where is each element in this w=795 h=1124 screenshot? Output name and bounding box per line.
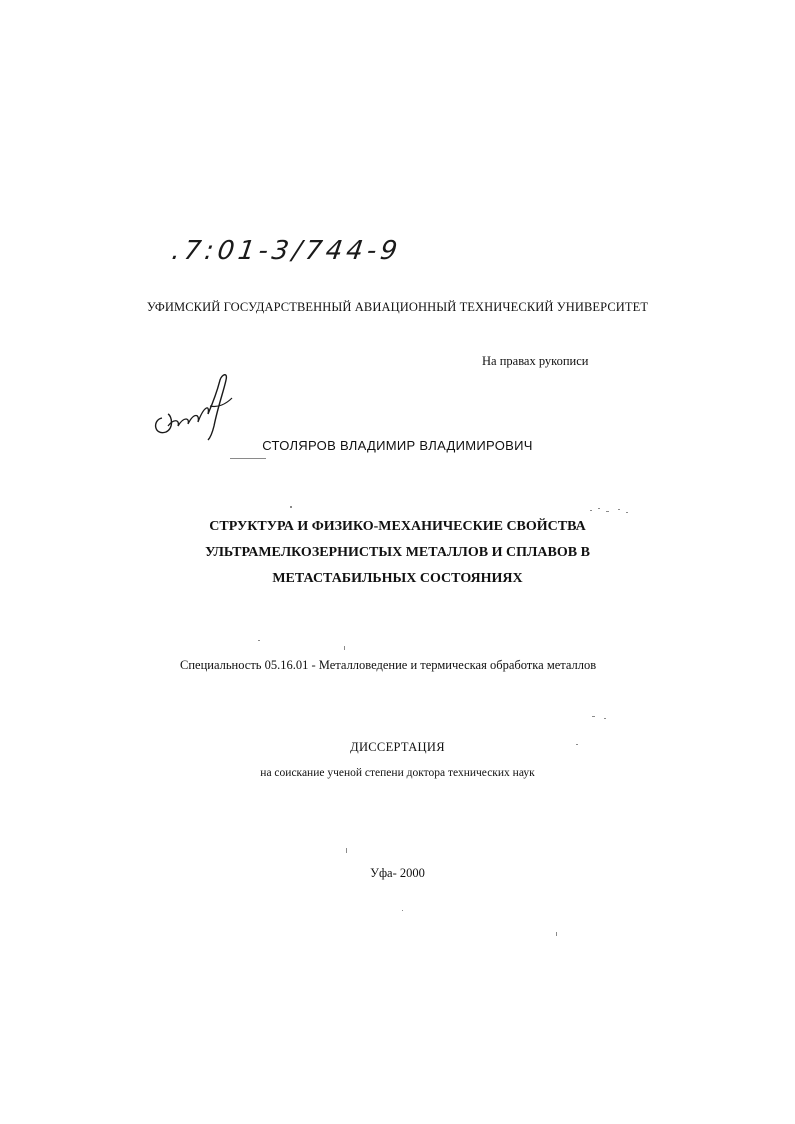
university-name: УФИМСКИЙ ГОСУДАРСТВЕННЫЙ АВИАЦИОННЫЙ ТЕХНИЧЕСКИЙ УНИВЕРСИТЕТ [146,300,649,314]
degree-line: на соискание ученой степени доктора технических наук [260,767,535,779]
title-line: МЕТАСТАБИЛЬНЫХ СОСТОЯНИЯХ [272,571,523,586]
dissertation-title [0,514,795,592]
author-name: СТОЛЯРОВ ВЛАДИМИР ВЛАДИМИРОВИЧ [262,438,533,453]
title-line: СТРУКТУРА И ФИЗИКО-МЕХАНИЧЕСКИЕ СВОЙСТВА [209,519,586,534]
handwritten-signature [148,366,238,446]
title-line: УЛЬТРАМЕЛКОЗЕРНИСТЫХ МЕТАЛЛОВ И СПЛАВОВ В [205,545,590,560]
city-year: Уфа- 2000 [370,866,425,880]
document-type: ДИССЕРТАЦИЯ [350,740,445,754]
specialty-line: Специальность 05.16.01 - Металловедение и термическая обработка металлов [180,658,597,672]
manuscript-rights-note: На правах рукописи [482,354,589,368]
archive-number: .7:01-3/744-9 [169,236,403,266]
